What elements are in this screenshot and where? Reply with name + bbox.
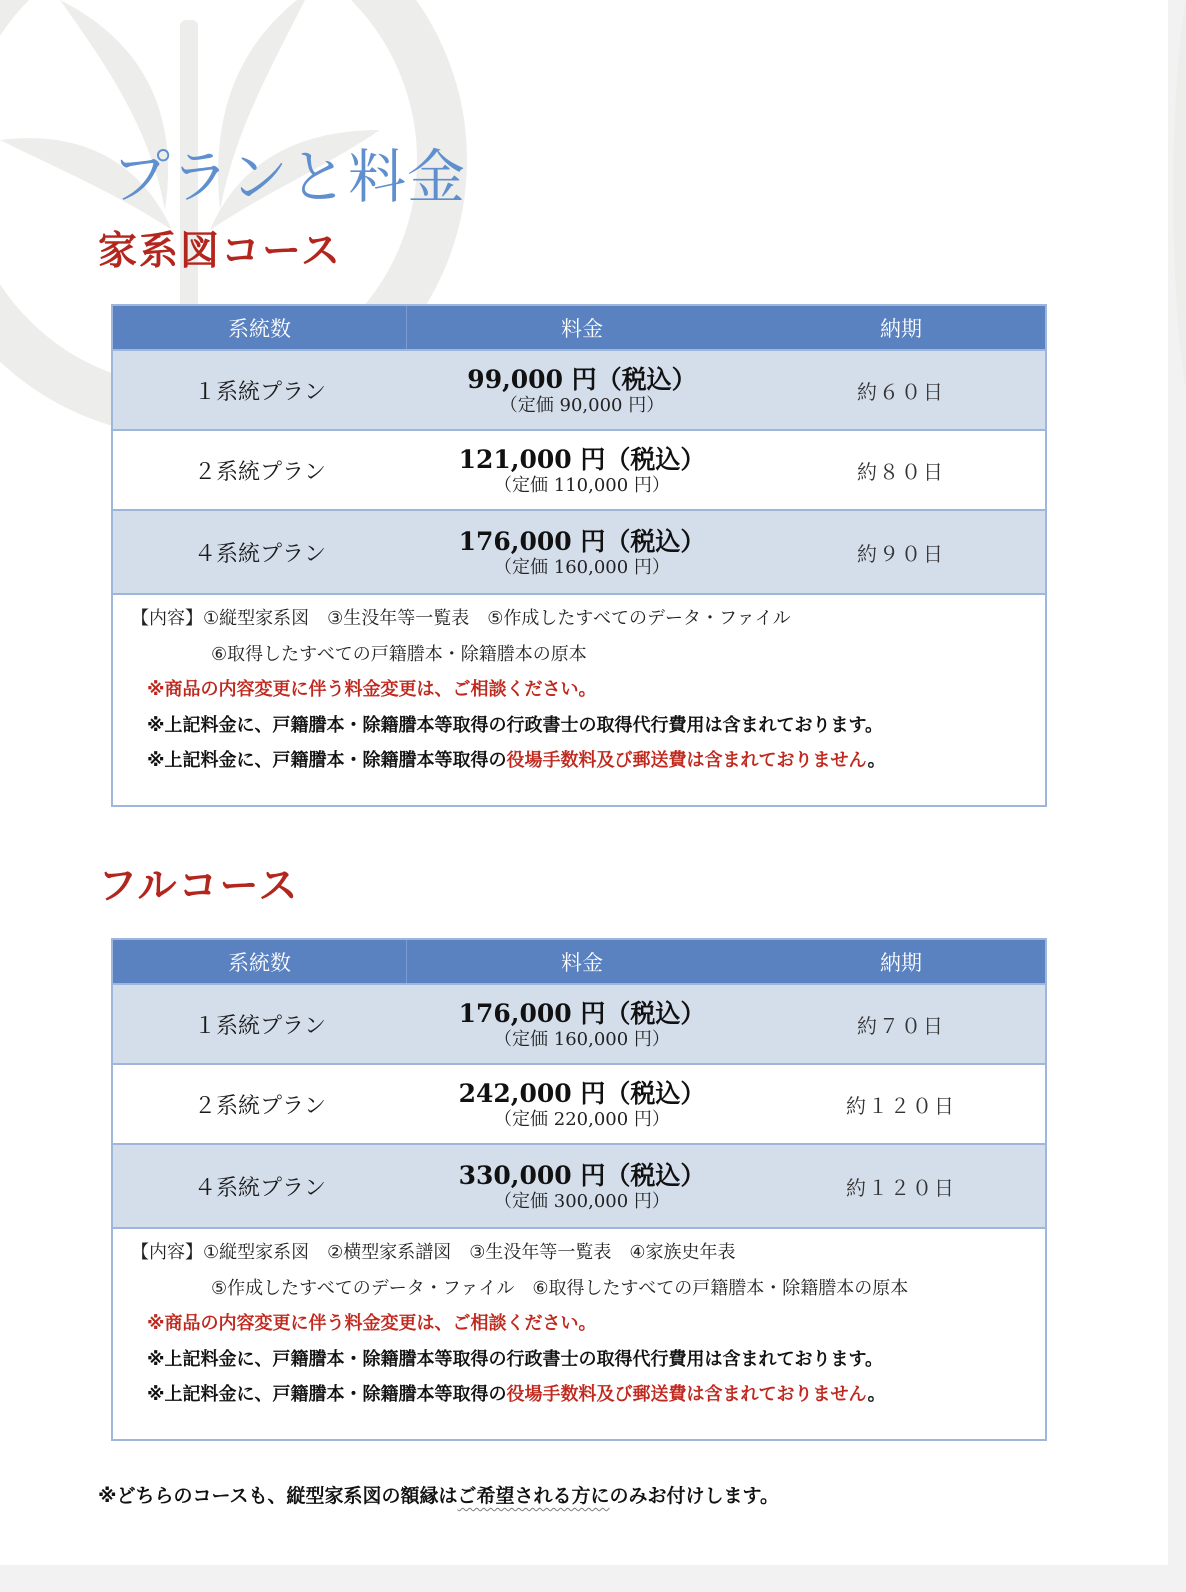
note-excluded (131, 743, 1045, 779)
plan-name: ４系統プラン (193, 541, 326, 567)
delivery-term: 約６０日 (857, 379, 945, 404)
note-excluded-prefix: ※上記料金に、戸籍謄本・除籍謄本等取得の (147, 750, 507, 771)
delivery-term: 約９０日 (857, 541, 945, 566)
delivery-term: 約８０日 (857, 459, 945, 484)
footer-part-1: ※どちらのコースも、縦型家系図の額縁は (98, 1485, 458, 1507)
content-line: 【内容】①縦型家系図 ③生没年等一覧表 ⑤作成したすべてのデータ・ファイル (131, 608, 791, 629)
plan-name: １系統プラン (193, 1013, 326, 1039)
note-included: ※上記料金に、戸籍謄本・除籍謄本等取得の行政書士の取得代行費用は含まれております。 (147, 714, 884, 736)
price-tax-incl: 121,000 円（税込） (458, 444, 706, 474)
list-price: （定価 300,000 円） (494, 1190, 670, 1212)
table-row (113, 349, 1045, 429)
course-title-family-tree: 家系図コース (98, 229, 343, 274)
price-tax-incl: 242,000 円（税込） (458, 1078, 706, 1108)
table-row (113, 1063, 1045, 1143)
note-consult: ※商品の内容変更に伴う料金変更は、ご相談ください。 (147, 1313, 597, 1334)
page-bottom-margin (0, 1565, 1186, 1592)
course-notes (113, 593, 1045, 779)
header-price: 料金 (561, 316, 603, 341)
delivery-term: 約１２０日 (846, 1175, 956, 1200)
note-excluded-suffix: 。 (867, 750, 886, 771)
note-excluded-suffix: 。 (867, 1384, 886, 1405)
price-table-full (111, 938, 1047, 1441)
list-price: （定価 160,000 円） (494, 556, 670, 578)
header-term: 納期 (880, 950, 922, 975)
plan-name: ２系統プラン (193, 1093, 326, 1119)
price-tax-incl: 176,000 円（税込） (458, 526, 706, 556)
table-row (113, 983, 1045, 1063)
delivery-term: 約１２０日 (846, 1093, 956, 1118)
footer-part-2: ご希望される方に (457, 1485, 610, 1507)
header-count: 系統数 (113, 306, 407, 349)
side-crest-fragment-icon (1160, 0, 1186, 390)
footer-part-3: のみお付けします。 (609, 1485, 780, 1507)
list-price: （定価 90,000 円） (499, 394, 665, 416)
page-title: プランと料金 (112, 143, 467, 211)
price-tax-incl: 330,000 円（税込） (458, 1160, 706, 1190)
delivery-term: 約７０日 (857, 1013, 945, 1038)
course-notes (113, 1227, 1045, 1413)
header-price: 料金 (561, 950, 603, 975)
content-line: ⑤作成したすべてのデータ・ファイル ⑥取得したすべての戸籍謄本・除籍謄本の原本 (211, 1277, 909, 1299)
header-term: 納期 (880, 316, 922, 341)
header-count: 系統数 (113, 940, 407, 983)
table-header (113, 940, 1045, 983)
table-row (113, 509, 1045, 593)
note-consult: ※商品の内容変更に伴う料金変更は、ご相談ください。 (147, 679, 597, 700)
content-line: 【内容】①縦型家系図 ②横型家系譜図 ③生没年等一覧表 ④家族史年表 (131, 1242, 736, 1263)
note-excluded-prefix: ※上記料金に、戸籍謄本・除籍謄本等取得の (147, 1384, 507, 1405)
course-title-full: フルコース (98, 864, 300, 909)
plan-name: １系統プラン (193, 379, 326, 405)
price-tax-incl: 99,000 円（税込） (467, 364, 697, 394)
note-included: ※上記料金に、戸籍謄本・除籍謄本等取得の行政書士の取得代行費用は含まれております。 (147, 1348, 884, 1370)
content-line: ⑥取得したすべての戸籍謄本・除籍謄本の原本 (211, 643, 587, 665)
note-excluded-highlight: 役場手数料及び郵送費は含まれておりません (506, 1384, 868, 1405)
plan-name: ４系統プラン (193, 1175, 326, 1201)
note-excluded-highlight: 役場手数料及び郵送費は含まれておりません (506, 750, 868, 771)
price-tax-incl: 176,000 円（税込） (458, 998, 706, 1028)
table-row (113, 1143, 1045, 1227)
footer-note (98, 1481, 779, 1508)
note-excluded (131, 1377, 1045, 1413)
list-price: （定価 110,000 円） (494, 474, 670, 496)
plan-name: ２系統プラン (193, 459, 326, 485)
list-price: （定価 220,000 円） (494, 1108, 670, 1130)
table-row (113, 429, 1045, 509)
table-header (113, 306, 1045, 349)
list-price: （定価 160,000 円） (494, 1028, 670, 1050)
price-table-family-tree (111, 304, 1047, 807)
